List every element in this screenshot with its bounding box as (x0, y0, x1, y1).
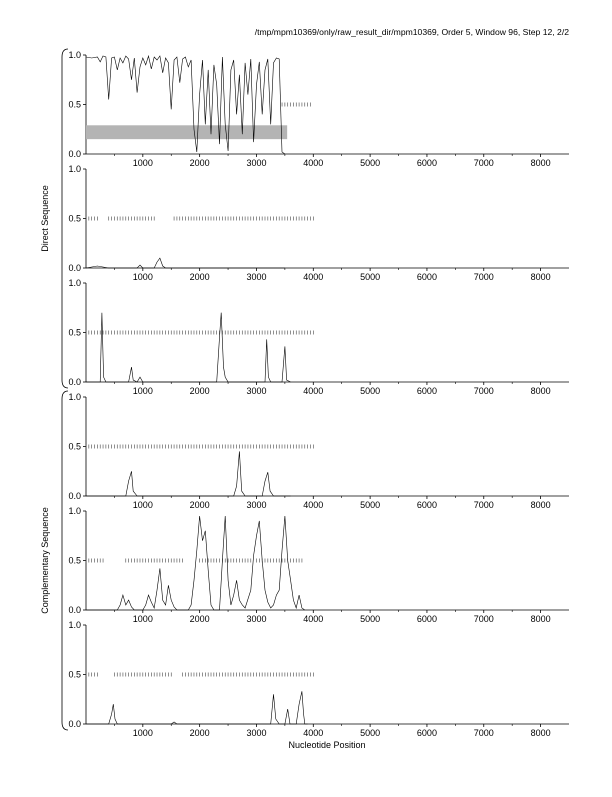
x-tick-label: 1000 (132, 272, 153, 282)
x-tick-label: 4000 (303, 614, 324, 624)
x-tick-label: 8000 (530, 500, 551, 510)
signal-line (86, 691, 308, 724)
x-tick-label: 6000 (416, 386, 437, 396)
x-tick-label: 3000 (246, 158, 267, 168)
y-tick-label: 1.0 (68, 392, 81, 402)
x-tick-label: 8000 (530, 614, 551, 624)
panel-1 (68, 50, 569, 168)
x-tick-label: 6000 (416, 158, 437, 168)
group-label: Complementary Sequence (40, 507, 50, 614)
x-tick-label: 6000 (416, 272, 437, 282)
group-label: Direct Sequence (40, 185, 50, 252)
x-tick-label: 8000 (530, 272, 551, 282)
x-tick-label: 7000 (473, 614, 494, 624)
x-tick-label: 1000 (132, 500, 153, 510)
y-tick-label: 1.0 (68, 620, 81, 630)
group-brackets (40, 49, 68, 730)
x-tick-label: 5000 (360, 272, 381, 282)
x-tick-label: 7000 (473, 272, 494, 282)
panel-4 (68, 392, 569, 510)
x-tick-label: 2000 (189, 500, 210, 510)
panels (68, 50, 569, 738)
x-tick-label: 5000 (360, 386, 381, 396)
x-tick-label: 2000 (189, 728, 210, 738)
y-tick-label: 0.5 (68, 669, 81, 680)
x-tick-label: 4000 (303, 272, 324, 282)
x-tick-label: 7000 (473, 386, 494, 396)
group-bracket (62, 391, 68, 730)
x-axis-label: Nucleotide Position (288, 740, 366, 750)
y-tick-label: 0.5 (68, 555, 81, 566)
x-tick-label: 5000 (360, 158, 381, 168)
signal-line (86, 56, 285, 154)
y-tick-label: 0.5 (68, 213, 81, 224)
x-tick-label: 5000 (360, 728, 381, 738)
signal-line (86, 516, 305, 610)
y-tick-label: 0.0 (68, 377, 81, 387)
x-tick-label: 1000 (132, 614, 153, 624)
x-tick-label: 4000 (303, 500, 324, 510)
y-tick-label: 1.0 (68, 50, 81, 60)
y-tick-label: 1.0 (68, 278, 81, 288)
y-tick-label: 0.0 (68, 263, 81, 273)
x-tick-label: 3000 (246, 614, 267, 624)
x-tick-label: 3000 (246, 272, 267, 282)
y-tick-label: 0.0 (68, 149, 81, 159)
panel-6 (68, 620, 569, 738)
y-tick-label: 0.5 (68, 327, 81, 338)
group-bracket (62, 49, 68, 388)
y-tick-label: 0.5 (68, 99, 81, 110)
x-tick-label: 7000 (473, 728, 494, 738)
x-tick-label: 6000 (416, 728, 437, 738)
signal-line (86, 313, 291, 382)
y-tick-label: 1.0 (68, 506, 81, 516)
x-tick-label: 6000 (416, 500, 437, 510)
signal-line (86, 451, 291, 496)
shaded-region (86, 125, 287, 139)
x-tick-label: 7000 (473, 158, 494, 168)
y-tick-label: 1.0 (68, 164, 81, 174)
x-tick-label: 1000 (132, 386, 153, 396)
x-tick-label: 3000 (246, 386, 267, 396)
y-tick-label: 0.5 (68, 441, 81, 452)
x-tick-label: 5000 (360, 500, 381, 510)
panel-5 (68, 506, 569, 624)
x-tick-label: 4000 (303, 386, 324, 396)
x-tick-label: 6000 (416, 614, 437, 624)
x-tick-label: 2000 (189, 614, 210, 624)
y-tick-label: 0.0 (68, 605, 81, 615)
chart-header: /tmp/mpm10369/only/raw_result_dir/mpm10369, Order 5, Window 96, Step 12, 2/2 (254, 27, 569, 37)
y-tick-label: 0.0 (68, 491, 81, 501)
panel-2 (68, 164, 569, 282)
x-tick-label: 3000 (246, 728, 267, 738)
x-tick-label: 4000 (303, 158, 324, 168)
x-tick-label: 1000 (132, 728, 153, 738)
y-tick-label: 0.0 (68, 719, 81, 729)
x-tick-label: 7000 (473, 500, 494, 510)
x-tick-label: 5000 (360, 614, 381, 624)
x-tick-label: 2000 (189, 272, 210, 282)
x-tick-label: 1000 (132, 158, 153, 168)
signal-line (86, 258, 285, 268)
x-tick-label: 8000 (530, 728, 551, 738)
x-tick-label: 8000 (530, 158, 551, 168)
panel-3 (68, 278, 569, 396)
x-tick-label: 2000 (189, 158, 210, 168)
x-tick-label: 3000 (246, 500, 267, 510)
x-tick-label: 2000 (189, 386, 210, 396)
x-tick-label: 4000 (303, 728, 324, 738)
x-tick-label: 8000 (530, 386, 551, 396)
